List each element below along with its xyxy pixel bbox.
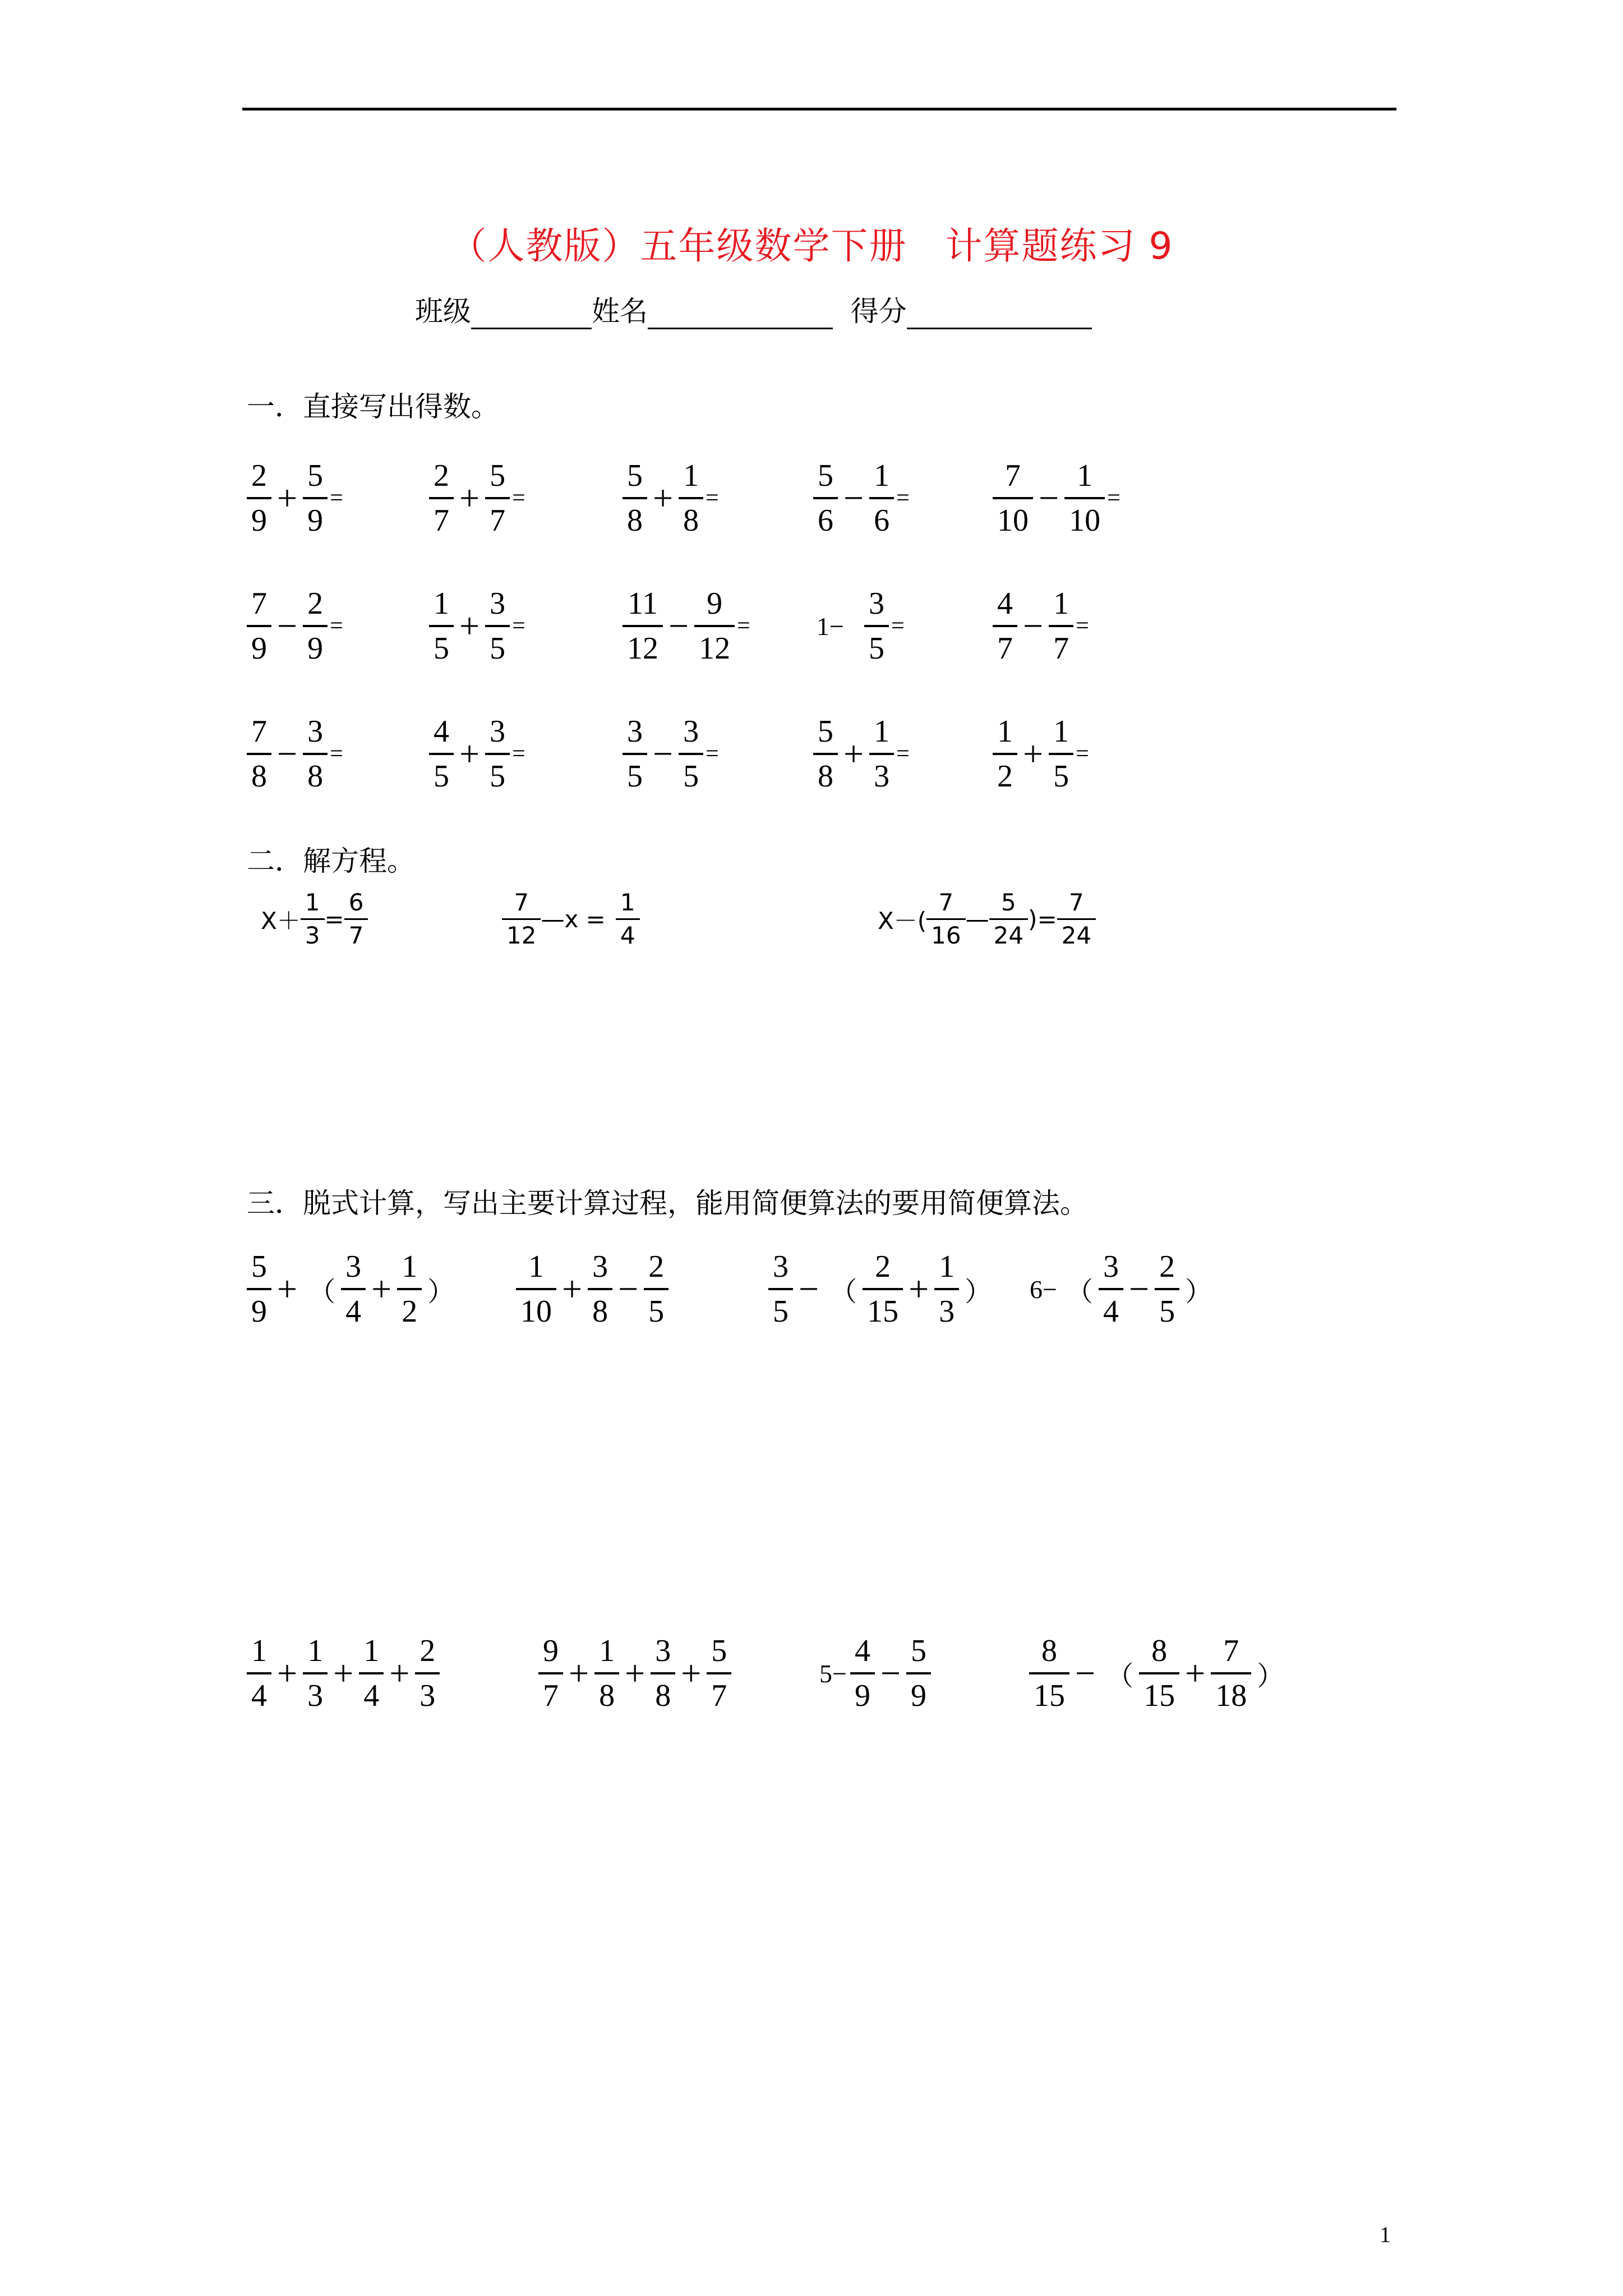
fraction: $\frac{4}{9}$ <box>850 1635 875 1711</box>
fraction: $\frac{3}{5}$ <box>679 716 703 792</box>
equals-sign: = <box>1076 613 1089 639</box>
operator: − <box>1128 1269 1150 1309</box>
operator: − <box>277 734 298 774</box>
fraction: $\frac{1}{2}$ <box>993 716 1017 792</box>
fraction: $\frac{1}{4}$ <box>247 1635 271 1711</box>
fraction: $\frac{3}{5}$ <box>623 716 647 792</box>
equals-sign: = <box>1076 741 1089 767</box>
fraction: $\frac{1}{4}$ <box>359 1635 384 1711</box>
equals-sign: = <box>1107 485 1121 511</box>
fraction: $\frac{1}{3}$ <box>303 1635 328 1711</box>
operator: − <box>843 478 864 518</box>
operator: + <box>277 478 298 518</box>
fraction: $\frac{1}{10}$ <box>516 1251 556 1327</box>
equals-sign: = <box>512 485 525 511</box>
operator: + <box>277 1269 298 1309</box>
oral-problem <box>813 716 910 792</box>
fraction: $\frac{3}{8}$ <box>651 1635 675 1711</box>
operator: + <box>1023 734 1044 774</box>
fraction: $\frac{9}{7}$ <box>538 1635 563 1711</box>
equals-sign: = <box>706 741 719 767</box>
class-blank[interactable] <box>471 301 592 329</box>
oral-problem <box>429 716 525 792</box>
fraction: $\frac{8}{15}$ <box>1139 1635 1179 1711</box>
operator: − <box>799 1269 819 1309</box>
oral-problem <box>993 588 1089 664</box>
fraction: $\frac{1}{10}$ <box>1064 460 1105 536</box>
fraction: $\frac{2}{5}$ <box>644 1251 668 1327</box>
page-number: 1 <box>1380 2222 1391 2247</box>
operator: − <box>277 606 298 646</box>
fraction: $\frac{7}{8}$ <box>247 716 271 792</box>
equation-2 <box>502 891 640 947</box>
operator: + <box>459 734 480 774</box>
eq2-mid: —x = <box>541 905 606 933</box>
right-paren: ） <box>1185 1276 1212 1308</box>
equals-sign: = <box>330 613 343 639</box>
equals-sign: = <box>512 741 525 767</box>
right-paren: ） <box>965 1276 992 1308</box>
fraction: $\frac{5}{8}$ <box>623 460 647 536</box>
calc-problem-p7 <box>816 1635 931 1711</box>
fraction: $\frac{3}{5}$ <box>485 588 510 664</box>
fraction: $\frac{1}{3}$ <box>934 1251 959 1327</box>
operator: + <box>459 478 480 518</box>
fraction: $\frac{5}{7}$ <box>707 1635 731 1711</box>
score-label: 得分 <box>850 295 907 328</box>
eq3-op: — <box>965 905 989 933</box>
fraction: $\frac{7}{18}$ <box>1211 1635 1251 1711</box>
fraction: $\frac{11}{12}$ <box>623 588 663 664</box>
fraction: $\frac{5}{9}$ <box>247 1251 271 1327</box>
operator: − <box>1075 1653 1096 1693</box>
operator: + <box>277 1653 298 1693</box>
eq3-fraction-c: $\frac{7}{24}$ <box>1057 891 1096 947</box>
fraction: $\frac{2}{9}$ <box>303 588 328 664</box>
operator: − <box>1039 478 1059 518</box>
eq1-fraction-b: $\frac{6}{7}$ <box>344 891 368 947</box>
operator: + <box>681 1653 702 1693</box>
oral-problem <box>247 716 343 792</box>
left-paren: （ <box>830 1276 857 1308</box>
equals-sign: = <box>330 485 343 511</box>
fraction: $\frac{8}{15}$ <box>1029 1635 1069 1711</box>
score-blank[interactable] <box>907 301 1092 329</box>
fraction: $\frac{2}{15}$ <box>863 1251 903 1327</box>
operator: − <box>653 734 674 774</box>
lead-term: 5− <box>819 1659 847 1688</box>
fraction: $\frac{3}{8}$ <box>588 1251 612 1327</box>
equals-sign: = <box>706 485 719 511</box>
fraction: $\frac{5}{9}$ <box>906 1635 931 1711</box>
equals-sign: = <box>896 741 910 767</box>
eq2-fraction-b: $\frac{1}{4}$ <box>616 891 640 947</box>
left-paren: （ <box>1066 1276 1093 1308</box>
fraction: $\frac{3}{4}$ <box>341 1251 366 1327</box>
fraction: $\frac{1}{7}$ <box>1049 588 1073 664</box>
fraction: $\frac{7}{10}$ <box>993 460 1033 536</box>
fraction: $\frac{9}{12}$ <box>694 588 735 664</box>
info-line <box>415 289 1092 329</box>
operator: − <box>668 606 689 646</box>
operator: + <box>1185 1653 1206 1693</box>
oral-problem <box>247 588 343 664</box>
calc-problem-p4 <box>1026 1251 1218 1327</box>
eq3-fraction-a: $\frac{7}{16}$ <box>926 891 965 947</box>
equals-sign: = <box>330 741 343 767</box>
eq1-equals: = <box>324 905 344 933</box>
fraction: $\frac{5}{9}$ <box>303 460 328 536</box>
left-paren: （ <box>308 1276 336 1308</box>
fraction: $\frac{5}{7}$ <box>485 460 510 536</box>
operator: + <box>459 606 480 646</box>
fraction: $\frac{3}{5}$ <box>864 588 889 664</box>
left-paren: （ <box>1106 1660 1134 1692</box>
fraction: $\frac{4}{5}$ <box>429 716 454 792</box>
fraction: $\frac{3}{4}$ <box>1099 1251 1123 1327</box>
operator: + <box>569 1653 589 1693</box>
equation-1 <box>261 891 368 947</box>
oral-problem <box>993 716 1089 792</box>
operator: + <box>909 1269 929 1309</box>
oral-problem <box>623 716 719 792</box>
lead-term: 6− <box>1030 1274 1057 1304</box>
oral-problem <box>623 588 750 664</box>
fraction: $\frac{1}{8}$ <box>679 460 703 536</box>
fraction: $\frac{1}{6}$ <box>869 460 894 536</box>
operator: − <box>1023 606 1044 646</box>
calc-problem-p5 <box>247 1635 440 1711</box>
fraction: $\frac{2}{3}$ <box>415 1635 440 1711</box>
eq3-fraction-b: $\frac{5}{24}$ <box>989 891 1028 947</box>
calc-problem-p6 <box>538 1635 731 1711</box>
fraction: $\frac{1}{8}$ <box>594 1635 619 1711</box>
operator: + <box>389 1653 410 1693</box>
calc-problem-p2 <box>516 1251 668 1327</box>
oral-problem <box>813 588 905 664</box>
top-rule <box>242 108 1396 111</box>
equals-sign: = <box>896 485 910 511</box>
right-paren: ） <box>427 1276 455 1308</box>
fraction: $\frac{2}{5}$ <box>1155 1251 1179 1327</box>
equals-sign: = <box>512 613 525 639</box>
oral-problem <box>429 460 525 536</box>
fraction: $\frac{5}{6}$ <box>813 460 838 536</box>
fraction: $\frac{1}{5}$ <box>429 588 454 664</box>
oral-problem <box>993 460 1121 536</box>
oral-problem <box>813 460 910 536</box>
oral-problem <box>247 460 343 536</box>
eq3-mid: )= <box>1028 905 1057 933</box>
equals-sign: = <box>737 613 750 639</box>
calc-problem-p1 <box>247 1251 460 1327</box>
operator: + <box>333 1653 354 1693</box>
whole-number: 1− <box>817 611 844 641</box>
section2-heading: 二．解方程。 <box>247 845 415 877</box>
right-paren: ） <box>1257 1660 1284 1692</box>
equation-3 <box>878 891 1096 947</box>
operator: − <box>880 1653 901 1693</box>
equals-sign: = <box>891 613 905 639</box>
class-label: 班级 <box>415 295 471 328</box>
fraction: $\frac{3}{8}$ <box>303 716 328 792</box>
operator: + <box>843 734 864 774</box>
operator: + <box>653 478 674 518</box>
fraction: $\frac{2}{9}$ <box>247 460 271 536</box>
fraction: $\frac{1}{2}$ <box>397 1251 422 1327</box>
operator: + <box>625 1653 645 1693</box>
page-title: （人教版）五年级数学下册 计算题练习 9 <box>449 224 1174 268</box>
fraction: $\frac{3}{5}$ <box>485 716 510 792</box>
fraction: $\frac{4}{7}$ <box>993 588 1017 664</box>
name-label: 姓名 <box>592 295 648 328</box>
oral-problem <box>429 588 525 664</box>
eq1-fraction-a: $\frac{1}{3}$ <box>301 891 325 947</box>
calc-problem-p8 <box>1029 1635 1289 1711</box>
fraction: $\frac{2}{7}$ <box>429 460 454 536</box>
eq3-lead: X－( <box>878 907 927 935</box>
section1-heading: 一．直接写出得数。 <box>247 390 499 423</box>
section3-heading: 三．脱式计算，写出主要计算过程，能用简便算法的要用简便算法。 <box>247 1187 1088 1220</box>
fraction: $\frac{5}{8}$ <box>813 716 838 792</box>
eq2-fraction-a: $\frac{7}{12}$ <box>502 891 541 947</box>
fraction: $\frac{7}{9}$ <box>247 588 271 664</box>
operator: + <box>562 1269 583 1309</box>
fraction: $\frac{1}{5}$ <box>1049 716 1073 792</box>
fraction: $\frac{1}{3}$ <box>869 716 894 792</box>
eq1-lead: X＋ <box>261 907 301 935</box>
name-blank[interactable] <box>648 301 833 329</box>
fraction: $\frac{3}{5}$ <box>768 1251 793 1327</box>
operator: + <box>371 1269 392 1309</box>
calc-problem-p3 <box>768 1251 997 1327</box>
oral-problem <box>623 460 719 536</box>
operator: − <box>618 1269 639 1309</box>
